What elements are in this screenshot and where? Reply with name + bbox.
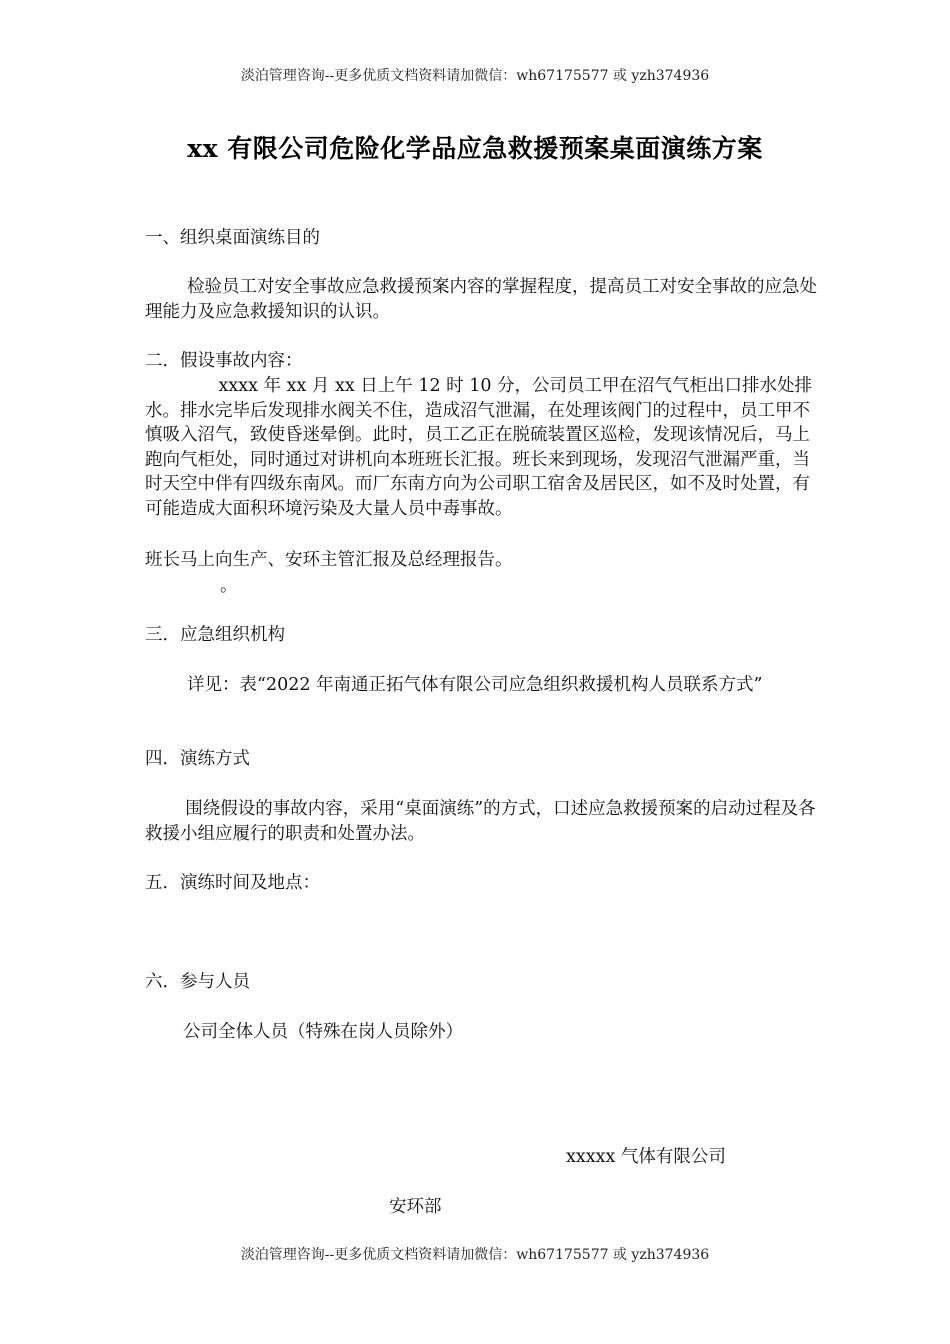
page-header: 淡泊管理咨询--更多优质文档资料请加微信：wh67175577 或 yzh374936 (240, 68, 710, 84)
signature-department: 安环部 (389, 1197, 442, 1217)
section-3-body: 详见：表“2022 年南通正拓气体有限公司应急组织救援机构人员联系方式” (187, 675, 763, 695)
section-2-stray-dot: 。 (220, 576, 238, 596)
section-2-body: xxxx 年 xx 月 xx 日上午 12 时 10 分，公司员工甲在沼气气柜出口排水处排水。排水完毕后发现排水阀关不住，造成沼气泄漏，在处理该阀门的过程中，员工甲不慎吸入沼气，致使昏迷晕倒。此时，员工乙正在脱硫装置区巡检，发现该情况后，马上跑向气柜处，同时通过对讲机向本班班长汇报。班长来到现场，发现沼气泄漏严重，当时天空中伴有四级东南风。而厂东南方向为公司职工宿舍及居民区，如不及时处置，有可能造成大面积环境污染及大量人员中毒事故。 (145, 376, 813, 519)
document-title: xx 有限公司危险化学品应急救援预案桌面演练方案 (187, 134, 763, 163)
section-3-heading: 三．应急组织机构 (145, 625, 285, 645)
section-1-body: 检验员工对安全事故应急救援预案内容的掌握程度，提高员工对安全事故的应急处理能力及应急救援知识的认识。 (145, 277, 817, 322)
section-5-heading: 五．演练时间及地点： (145, 873, 320, 893)
section-1-heading: 一、组织桌面演练目的 (145, 228, 320, 248)
section-6-body: 公司全体人员（特殊在岗人员除外） (183, 1022, 463, 1042)
section-4-body: 围绕假设的事故内容，采用“桌面演练”的方式，口述应急救援预案的启动过程及各救援小组应履行的职责和处置办法。 (145, 799, 816, 844)
section-6-heading: 六．参与人员 (145, 972, 250, 992)
signature-company: xxxxx 气体有限公司 (566, 1147, 726, 1167)
section-4-heading: 四．演练方式 (145, 749, 250, 769)
section-2-heading: 二．假设事故内容： (145, 351, 303, 371)
page-footer: 淡泊管理咨询--更多优质文档资料请加微信：wh67175577 或 yzh374936 (240, 1247, 710, 1263)
section-2-report: 班长马上向生产、安环主管汇报及总经理报告。 (145, 550, 513, 570)
